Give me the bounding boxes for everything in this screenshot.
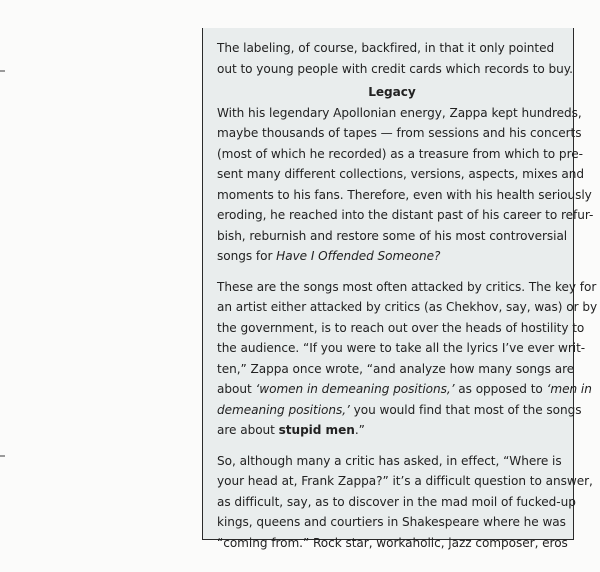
italic-quote: ‘women in demeaning positions,’ [255, 382, 455, 396]
binding-mark-top [0, 70, 5, 72]
text-line: an artist either attacked by critics (as Chekhov, say, was) or by [217, 300, 598, 314]
panel-text [217, 38, 598, 553]
text-line: eroding, he reached into the distant past of his career to refur- [217, 208, 594, 222]
text-line [217, 379, 592, 400]
text-run: about [217, 382, 256, 396]
text-line: bish, reburnish and restore some of his most controversial [217, 228, 568, 243]
text-line: The labeling, of course, backfired, in that it only pointed [217, 41, 555, 55]
text-line [217, 246, 567, 267]
text-run: .” [354, 423, 365, 437]
text-panel [202, 28, 598, 550]
text-line [217, 400, 582, 421]
section-heading: Legacy [368, 85, 416, 99]
text-line: These are the songs most often attacked by critics. The key for [217, 279, 597, 294]
text-line: kings, queens and courtiers in Shakespeare where he was [217, 515, 566, 529]
text-line: maybe thousands of tapes — from sessions and his concerts [217, 126, 582, 140]
bold-phrase: stupid men [278, 423, 355, 437]
paragraph-gap [217, 441, 567, 451]
album-title: Have I Offended Someone? [276, 249, 441, 263]
text-line: With his legendary Apollonian energy, Zappa kept hundreds, [217, 105, 582, 120]
text-run: are about [217, 423, 279, 437]
text-line: moments to his fans. Therefore, even with his health seriously [217, 187, 592, 202]
text-line: ten,” Zappa once wrote, “and analyze how many songs are [217, 361, 575, 376]
paragraph-gap [217, 267, 567, 277]
text-line: “coming from.” Rock star, workaholic, jazz composer, eros [217, 535, 568, 550]
binding-mark-bottom [0, 455, 5, 457]
text-run: songs for [217, 249, 277, 263]
text-line: your head at, Frank Zappa?” it’s a difficult question to answer, [217, 474, 593, 488]
text-line: sent many different collections, versions, aspects, mixes and [217, 167, 584, 181]
text-line: the government, is to reach out over the heads of hostility to [217, 320, 585, 335]
text-run: you would find that most of the songs [349, 402, 582, 417]
text-line: the audience. “If you were to take all the lyrics I’ve ever writ- [217, 341, 586, 355]
text-line: out to young people with credit cards which records to buy. [217, 61, 573, 76]
text-line: (most of which he recorded) as a treasure from which to pre- [217, 146, 583, 161]
italic-quote: demeaning positions,’ [217, 402, 350, 417]
text-run: as opposed to [454, 382, 547, 396]
text-line: as difficult, say, as to discover in the mad moil of fucked-up [217, 494, 576, 509]
italic-quote: ‘men in [546, 382, 592, 396]
text-line [217, 420, 567, 441]
text-line: So, although many a critic has asked, in effect, “Where is [217, 453, 562, 468]
